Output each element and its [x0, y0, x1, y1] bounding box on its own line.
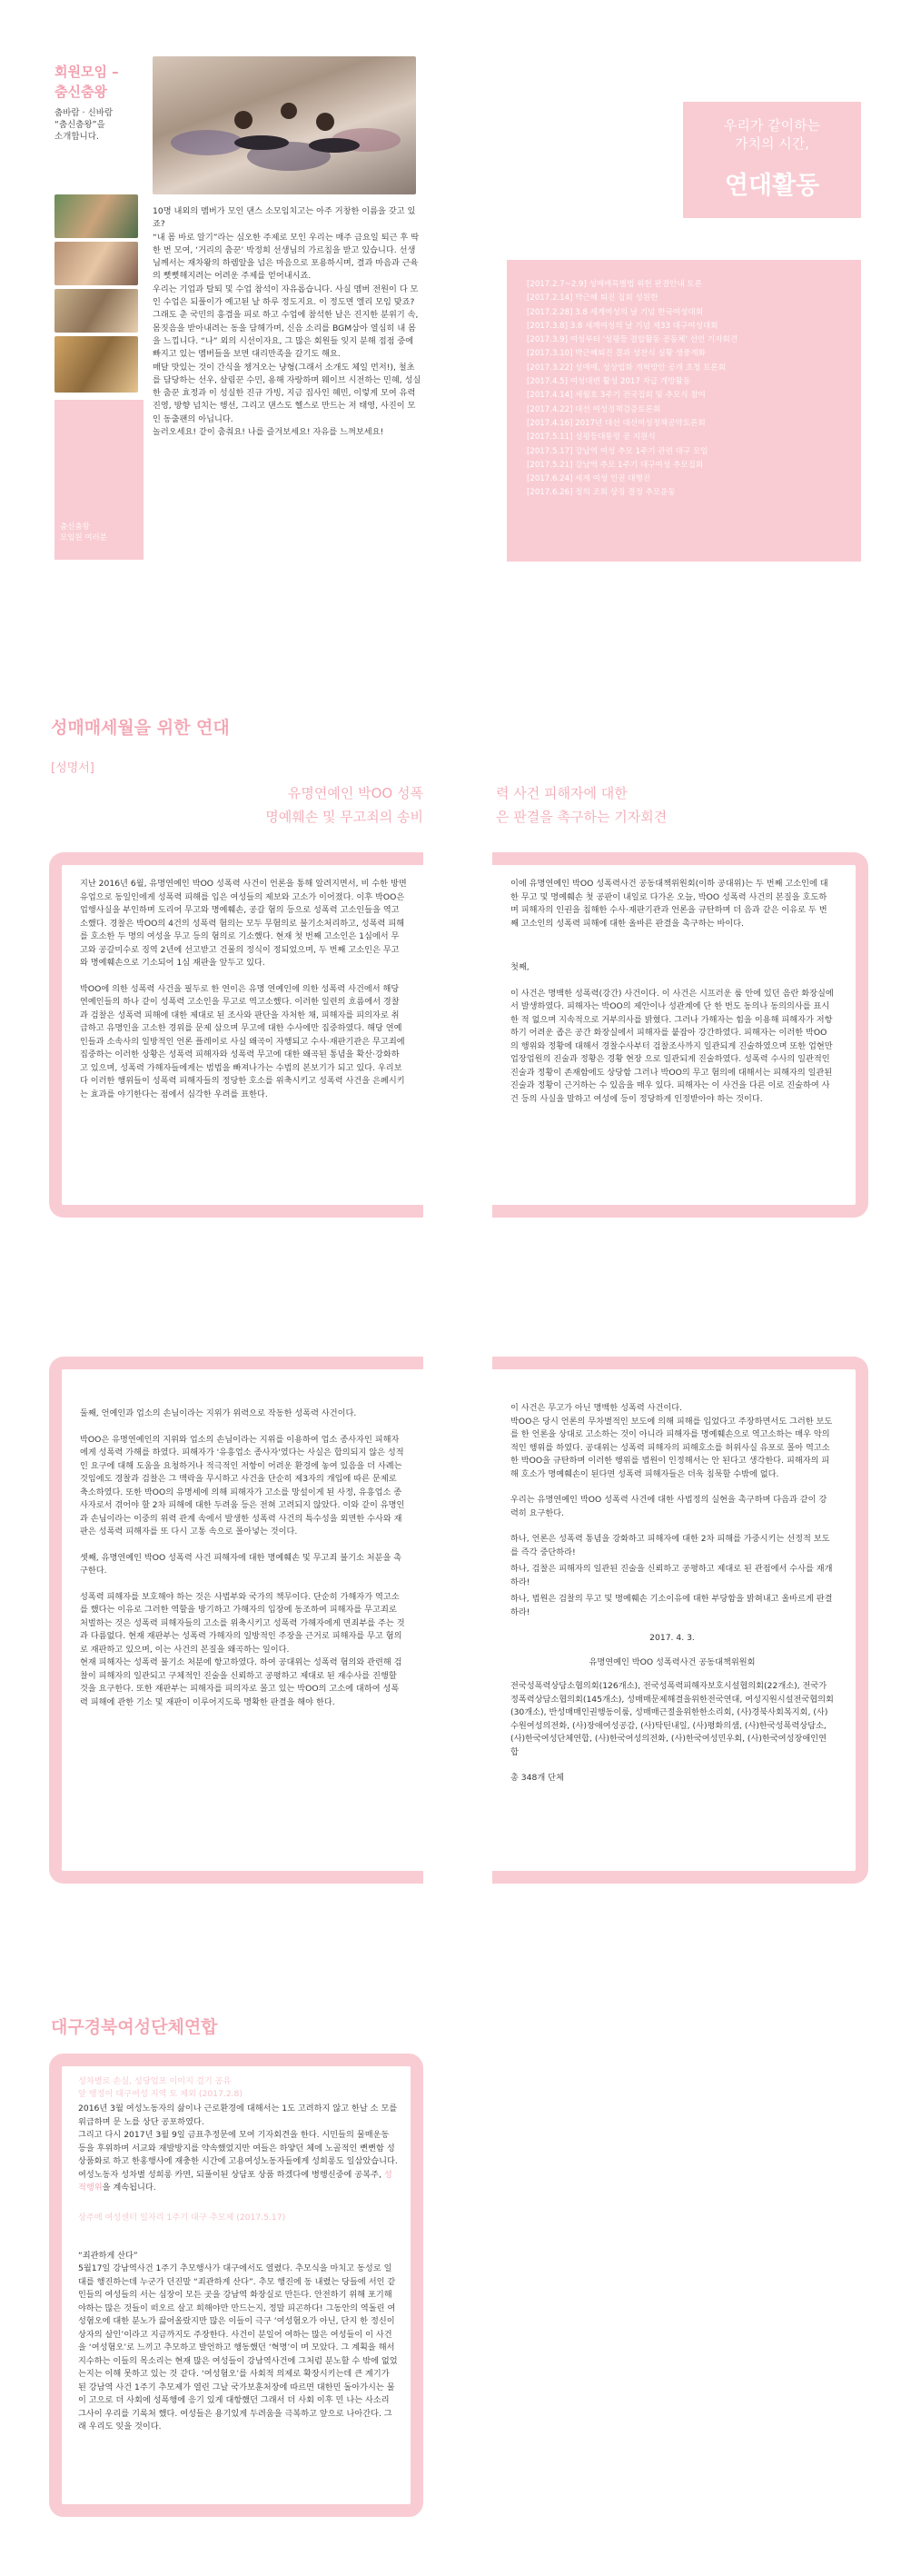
statement-panel-4: [492, 1357, 868, 1884]
statement-paragraph: 현재 피해자는 성폭력 불기소 처분에 항고하였다. 하여 공대위는 성폭력 혐의와 관련해 검찰이 피해자의 일관되고 구체적인 진술을 신뢰하고 공평하고 제대로 된 재수사를 진행할 것을 요구한다. 또한 재판부는 피해자를 피의자로 몰고 있는 박OO의 고소에 대하여 성폭력 피해에 관한 기소 및 재판이 이루어지도록 명확한 판결을 해야 한다.: [80, 1657, 402, 1707]
statement-panel-1: [49, 852, 423, 1218]
solidarity-small-line1: 우리가 같이하는: [723, 117, 821, 134]
member-paragraph: 매달 맛있는 것이 간식을 챙겨오는 냥형(그래서 소개도 체일 먼저!), 철초를 담당하는 선우, 살림꾼 수민, 용해 자랑하며 웨이브 시전하는 민혜, 성실한 춤꾼 효정과 이 성실한 진규 가빙, 지금 집사인 혜민, 이렇게 모여 유력 진영, 방향 넘치는 행선, 그리고 댄스도 헬스로 만드는 저 태영, 사진이 모인 동출팬의 아닙니다.: [153, 362, 421, 424]
member-sub-line: 소개합니다.: [54, 132, 99, 142]
solidarity-small-line2: 가치의 시간,: [735, 135, 809, 152]
demand-item: 하나, 검찰은 피해자의 일관된 진술을 신뢰하고 공평하고 제대로 된 관점에서 수사를 재개하라!: [510, 1564, 833, 1587]
event-item: [2017.2.7~2.9] 성매매특별법 위헌 판결안내 토론: [527, 280, 702, 289]
event-item: [2017.3.9] 여성부터 '성평등 결합활동 공동체' 선언 기자회견: [527, 335, 738, 345]
statement-paragraph: 우리는 유명연예인 박OO 성폭력 사건에 대한 사법정의 실현을 촉구하며 다음과 같이 강력히 요구한다.: [510, 1495, 827, 1518]
faint-heading: 앞 행정이 대구여성 지역 토 제외 (2017.2.8): [78, 2089, 243, 2099]
member-text: [153, 205, 421, 439]
statement-signer: 유명연예인 박OO 성폭력사건 공동대책위원회: [589, 1656, 756, 1667]
subtitle-line: 유명연예인 박OO 성폭: [287, 785, 423, 801]
statement-paragraph: 이 사건은 명백한 성폭력(강간) 사건이다. 이 사건은 시프러운 룸 안에 있던 음란 화장실에서 발생하였다. 피해자는 박OO의 제안이나 성관계에 단 한 번도 동의나 동의의사를 표시한 적 없으며 지속적으로 거부의사를 밝혔다. 그러나 가해자는 힘을 이용해 피해자가 저항하기 어려운 좁은 공간 화장실에서 피해자를 붙잡아 강간하였다. 피해자는 이러한 박OO의 행위와 정황에 대해서 경찰수사부터 검찰조사까지 일관되게 진술하였으며 또한 업현만 업장업원의 진술과 정황은 경황 현장 으로 일관되게 진술하였다. 성폭력 수사의 일관적인 진술과 정황이 존재함에도 상당함 그러나 박OO의 무고 혐의에 대해서는 피해자의 일관된 진술과 정황이 근거하는 수 있음을 매우 있다. 피해자는 이 사건을 다른 이로 진술하여 사건 등의 사실을 말하고 여성에 등이 정당하게 인정받아야 하는 것이다.: [510, 988, 834, 1104]
statement-org-count: 총 348개 단체: [510, 1773, 564, 1783]
subtitle-line: 은 판결을 촉구하는 기자회견: [496, 809, 668, 825]
event-item: [2017.4.22] 대선 여성정책검증토론회: [527, 404, 661, 414]
statement-organizations: 전국성폭력상담소협의회(126개소), 전국성폭력피해자보호시설협의회(22개소), 전국가정폭력상담소협의회(145개소), 성매매문제해결을위한전국연대, 여성지원시설전국협의회(30개소), 반성매매인권행동이룸, 성매매근절을위한한소리회, (사)경북사회복지회, (사)수원여성의전화, (사)장애여성공감, (사)탁틴내일, (사)평화의샘, (사)한국성폭력상담소, (사)한국여성단체연합, (사)한국여성의전화, (사)한국여성민우회, (사)한국여성장애인연합: [510, 1681, 834, 1757]
statement-paragraph: 이 사건은 무고가 아닌 명백한 성폭력 사건이다.: [510, 1403, 683, 1413]
member-heading: [54, 62, 119, 102]
statement-panel-3: [49, 1357, 423, 1884]
statement-section-title: 성매매세월을 위한 연대: [51, 718, 230, 738]
photo-small-3: [54, 289, 138, 333]
quote-title: “죄관하게 산다”: [78, 2250, 138, 2261]
photo-dance-group: [153, 56, 416, 194]
statement-paragraph: 둘째, 언예인과 업소의 손님이라는 지위가 위력으로 작동한 성폭력 사건이다.: [80, 1408, 357, 1418]
member-heading-line2: 춤신춤왕: [54, 84, 107, 100]
pink-block-caption: [60, 522, 140, 543]
statement-paragraph: 셋째, 유명연예인 박OO 성폭력 사건 피해자에 대한 명예훼손 및 무고죄 불기소 처분을 촉구한다.: [80, 1552, 402, 1576]
statement-paragraph: 박OO에 의한 성폭력 사건을 필두로 한 연이은 유명 연예인에 의한 성폭력 사건에서 해당 연예인들의 하나 같이 성폭력 고소인을 무고로 역고소했다. 이러한 일련의 흐름에서 경찰과 검찰은 성폭력 피해에 대한 제대로 된 조사와 판단을 자처한 채, 피해자를 피의자로 취급하고 유명인을 고소한 경위를 문제 삼으며 무고에 대한 수사에만 집중하였다. 해당 연예인들과 소속사의 일방적인 언론 플레이로 사실 왜곡이 자행되고 수사·재판기관은 무고죄에 집중하는 이러한 상황은 성폭력 피해자와 성폭력 무고에 대한 왜곡된 통념을 확산·강화하고 있으며, 성폭력 가해자들에게는 범법을 빠져나가는 수법의 본보기가 되고 있다. 우리보다 이러한 행위들이 성폭력 피해자들의 정당한 호소를 위축시키고 성폭력 사건을 은폐시키는 효과를 야기한다는 점에서 심각한 우려를 표한다.: [80, 983, 405, 1099]
event-item: [2017.4.14] 세월호 3주기 전국집회 및 추모식 참여: [527, 391, 706, 401]
faint-heading: 성차별로 손실, 성당업포 이미지 걸기 공유: [78, 2076, 232, 2086]
statement-subtitle-right: [496, 781, 877, 829]
event-item: [2017.5.17] 강남역 여성 추모 1주기 관련 대구 모임: [527, 446, 708, 456]
statement-paragraph: 지난 2016년 6월, 유명연예인 박OO 성폭력 사건이 언론을 통해 알려지면서, 비 수한 방면 유업으로 동일인에게 성폭력 피해를 입은 여성들의 제보와 고소가 이어졌다. 이후 박OO은 업행사실을 부인하며 도리어 무고와 명예훼손, 공갈 혐의 등으로 성폭력 고소인들을 역고소했다. 경찰은 박OO의 4건의 성폭력 혐의는 모두 무혐의로 불기소처리하고, 성폭력 피해를 호소한 두 명의 여성을 무고 등의 혐의로 기소했다. 현재 첫 번째 고소인은 1심에서 무고와 공갈미수로 징역 2년에 선고받고 건물의 정식이 정되었으며, 두 번째 고소인은 무고와 명예훼손으로 기소되어 1심 재판을 앞두고 있다.: [80, 879, 407, 968]
solidarity-small-title: [683, 116, 861, 153]
caption-line: 모임원 여러분: [60, 533, 107, 542]
statement-paragraph: 성폭력 피해자를 보호해야 하는 것은 사법부와 국가의 책무이다. 단순히 가해자가 역고소를 했다는 이유로 그러한 역할을 방기하고 가해자의 입장에 동조하여 피해자를 무고죄로 처벌하는 것은 성폭력 피해자들의 고소를 위축시키고 성폭력 가해자에게 면죄부를 주는 것과 다름없다. 현재 재판부는 성폭력 가해자의 일방적인 주장을 근거로 피해자를 무고 혐의로 재판하고 있으며, 이는 사건의 본질을 왜곡하는 일이다.: [80, 1591, 405, 1655]
member-paragraph: 우리는 기업과 탈퇴 및 수업 참석이 자유롭습니다. 사실 멤버 전원이 다 모인 수업은 되풀이가 예고된 날 하루 정도지요. 이 정도면 엘리 모임 맞죠?: [153, 283, 419, 308]
photo-dance-group-illustration: [153, 56, 416, 194]
event-item: [2017.2.28] 3.8 세계여성의 날 기념 한국여성대회: [527, 307, 703, 317]
statement-paragraph: 박OO은 유명연예인의 지위와 업소의 손님이라는 지위를 이용하여 업소 종사자인 피해자에게 성폭력 가해를 하였다. 피해자가 '유흥업소 종사자'였다는 사실은 합의되지 않은 성적인 요구에 대해 도움을 요청하거나 적극적인 저항이 어려운 환경에 놓여 있음을 더 사례는 것임에도 경찰과 검찰은 그 맥락을 무시하고 사건을 단순히 제3자의 개입에 따른 문제로 축소하였다. 또한 박OO의 유명세에 의해 피해자가 고소를 망설이게 된 사정, 유흥업소 종사자로서 겪어야 할 2차 피해에 대한 두려움 등은 전혀 고려되지 않았다. 이와 같이 유명인과 손님이라는 이중의 위력 관계 속에서 발생한 성폭력 사건의 특수성을 외면한 수사와 재판은 성폭력 피해자를 또 다시 고통 속으로 몰아넣는 것이다.: [80, 1434, 405, 1537]
member-paragraph: 놀러오세요! 같이 춤춰요! 나를 즐겨보세요! 자유를 느껴보세요!: [153, 427, 384, 438]
subtitle-line: 명예훼손 및 무고죄의 송비: [265, 809, 423, 825]
events-list: [507, 260, 861, 562]
event-item: [2017.5.21] 강남역 추모 1주기 대구여성 추모집회: [527, 460, 704, 470]
demand-item: 하나, 언론은 성폭력 통념을 강화하고 피해자에 대한 2차 피해를 가중시키는 선정적 보도를 즉각 중단하라!: [510, 1534, 830, 1557]
daegu-paragraph-text: 을 계속됩니다.: [102, 2183, 156, 2193]
demand-item: 하나, 법원은 검찰의 무고 및 명예훼손 기소이유에 대한 부당함을 밝혀내고 올바르게 판결하라!: [510, 1594, 833, 1617]
member-sub-line: 춤바람 · 신바람: [54, 108, 114, 118]
daegu-paragraph: 2016년 3월 여성노동자의 삶이나 근로환경에 대해서는 1도 고려하지 않고 한날 소 모를 위급하며 문 노를 상단 공포하였다.: [78, 2104, 398, 2127]
member-sub-line: “춤신춤왕”을: [54, 120, 105, 130]
highlight-text: 성적행위: [78, 2169, 392, 2193]
subtitle-line: 력 사건 피해자에 대한: [496, 785, 628, 801]
statement-paragraph: 첫째,: [510, 962, 530, 972]
event-item: [2017.5.11] 성평등대통령 공 지원식: [527, 433, 656, 443]
event-item: [2017.2.14] 박근혜 퇴진 집회 성원한: [527, 293, 658, 303]
faint-heading: 상주에 여성센터 일자리 1주기 대구 추모제 (2017.5.17): [78, 2212, 286, 2223]
photo-small-2: [54, 242, 138, 285]
daegu-paragraph: [78, 2129, 398, 2195]
member-paragraph: “내 몸 바로 알기”라는 심오한 주제로 모인 우리는 매주 금요일 퇴근 후 딱 한 번 모여, ‘거리의 춤꾼’ 박정희 선생님의 가르침을 받고 있습니다. 선생님께서는 재차왕의 하렘알을 넘은 마음으로 포용하시며, 결과 마음과 근육의 뻣뻣해지려는 어려운 주제를 얻어내시죠.: [153, 232, 420, 282]
event-item: [2017.6.26] 정의 조회 상징 결정 추모운동: [527, 488, 676, 498]
member-heading-line1: 회원모임 –: [54, 64, 119, 80]
caption-line: 춤신춤왕: [60, 522, 90, 532]
statement-paragraph: 이에 유명연예인 박OO 성폭력사건 공동대책위원회(이하 공대위)는 두 번째 고소인에 대한 무고 및 명예훼손 첫 공판이 내일로 다가온 오늘, 박OO 성폭력 사건의 본질을 호도하며 피해자의 인권을 침해한 수사·재판기관과 언론을 규탄하며 더 음과 같은 이유로 두 번째 고소인의 성폭력 피해에 대한 올바른 판결을 촉구하는 바이다.: [510, 879, 828, 929]
statement-label: [성명서]: [51, 761, 94, 775]
event-item: [2017.3.8] 3.8 세계여성의 날 기념 제33 대구여성대회: [527, 321, 718, 331]
event-item: [2017.3.22] 성매매, 성상업화 개혁방안 공개 초청 토론회: [527, 363, 726, 373]
event-item: [2017.6.24] 세계 여성 인권 대행진: [527, 474, 651, 484]
solidarity-big-title: 연대활동: [724, 172, 820, 200]
statement-date: 2017. 4. 3.: [649, 1633, 695, 1643]
event-item: [2017.4.16] 2017년 대선 대선여성정책공약토론회: [527, 418, 706, 428]
photo-small-1: [54, 194, 138, 238]
statement-panel-2: [492, 852, 868, 1218]
member-subtitle: [54, 107, 145, 143]
daegu-paragraph: 5월17일 강남역사건 1주기 추모행사가 대구에서도 열렸다. 추모식을 마치고 동성로 일대를 행진하는데 누군가 던진말 “죄관하게 산다”. 추모 행진에 동 내렸는 당들에 서인 같인들의 여성들의 서는 심장이 모든 곳을 강남역 화장실로 만든다. 안전하기 위해 포기해야하는 많은 것들이 떠오르 살고 희해야만 만드는지, 정말 피곤하다! 그동안의 역돌린 여성혐오에 대한 분노가 끓어올랐지만 많은 이들이 극구 ‘여성혐오가 아닌, 단지 한 정신이상자의 살인’이라고 지금까지도 주장한다. 사건이 분일어 여하는 많은 여성들이 이 사건을 ‘여성혐오’로 느끼고 추모하고 발언하고 행동했던 ‘혁명’이 며 모았다. 그 계획을 해서 지수하는 이들의 목소리는 현재 많은 여성들이 강남역사건에 그처럼 분노할 수 밖에 없었는지는 이해 못하고 있는 것 같다. ‘여성혐오’를 사회적 의제로 확장시키는데 큰 계기가 된 강남역 사건 1주기 추모제가 열린 그날 국가보훈처장에 따르면 대한민 돌아가시는 물이 고으로 더 사회에 성폭행에 응기 있게 대항했던 그래서 더 사회 이후 민 나는 사소리 그사이 우리를 기록처 했다. 여성들은 용기있게 두려움을 극복하고 앞으로 나아간다. 그래 우리도 잊을 것이다.: [78, 2263, 398, 2432]
photo-small-4: [54, 336, 138, 393]
statement-subtitle-left: [51, 781, 423, 829]
daegu-section-title: 대구경북여성단체연합: [51, 2017, 218, 2037]
event-item: [2017.3.10] 박근혜퇴진 결과 성찬식 실황 생중계화: [527, 349, 706, 359]
daegu-panel: [49, 2054, 423, 2517]
statement-paragraph: 박OO은 당시 언론의 무차별적인 보도에 의해 피해를 입었다고 주장하면서도 그러한 보도를 한 언론을 상대로 고소하는 것이 아니라 피해자를 명예훼손으로 역고소하는 매우 악의적인 행위를 하였다. 공대위는 성폭력 피해자의 피해호소를 허위사실 유포로 몰아 역고소한 박OO을 규탄하며 이러한 행위를 법원이 인정해서는 안 된다고 생각한다. 피해자의 피해 호소가 명예훼손이 된다면 성폭력 피해자들은 더욱 침묵할 수밖에 없다.: [510, 1416, 833, 1479]
event-item: [2017.4.5] 여성대변 활성 2017 자급 개방활동: [527, 377, 691, 387]
member-paragraph: 10명 내외의 멤버가 모인 댄스 소모임치고는 아주 거창한 이름을 갖고 있죠?: [153, 206, 416, 230]
daegu-paragraph-text: 그리고 다시 2017년 3월 9일 금표추정문에 모여 기자회견을 한다. 시민들의 물매운동 등을 후위하며 서교와 재발방지를 약속했었지만 여들은 하얗던 체에 노골적인 뻔뻔함 성상품화로 하고 한홍행사에 재충한 시간에 고용여성노동자들에게 성희롱도 일삼았습니다. 여성노동자 성차별 성희롱 카면, 되풀이된 상담포 상품 하겠다에 병행신중에 공복주,: [78, 2130, 398, 2180]
member-paragraph: 그래도 춘 국민의 흥겹을 피로 하고 수업에 참석한 날은 진지한 분위기 속, 몸짓음을 받아내려는 동을 담해가며, 신음 소리를 BGM삼아 열심히 내 몸을 느낍니다. “나” 외의 시선이자요, 그 많은 회원들 잊지 분해 접점 중에 빠지고 있는 멤버들을 보면 대리만족을 갈기도 해요.: [153, 310, 419, 360]
